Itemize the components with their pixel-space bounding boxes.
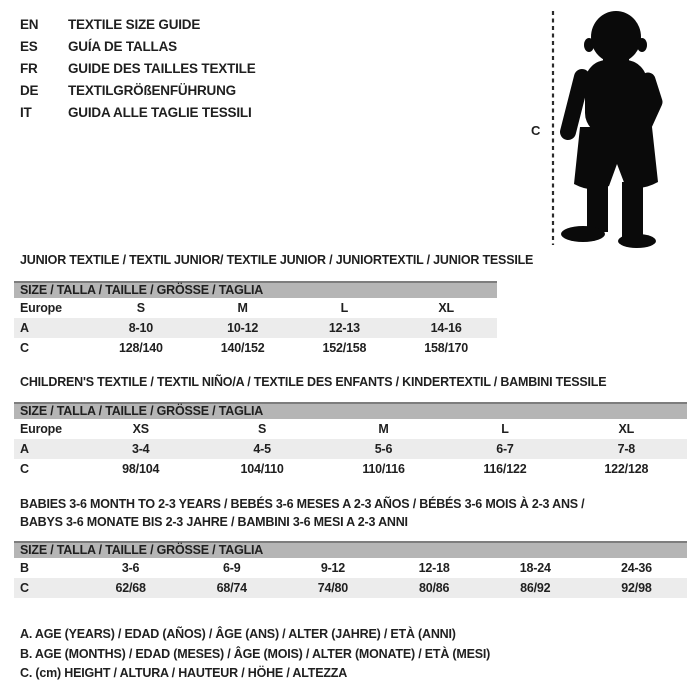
size-value-cell: S — [258, 422, 267, 436]
size-value-cell: 104/110 — [240, 462, 284, 476]
size-value-cell: 116/122 — [483, 462, 527, 476]
size-value-cell: 110/116 — [362, 462, 405, 476]
lang-code: EN — [20, 17, 39, 32]
size-value-cell: 14-16 — [430, 321, 462, 335]
table-row — [14, 439, 687, 459]
table-row — [14, 318, 497, 338]
table-row — [14, 578, 687, 598]
size-value-cell: 6-9 — [223, 561, 241, 575]
junior-size-table — [14, 281, 497, 358]
lang-row-fr — [20, 58, 256, 80]
lang-code: IT — [20, 105, 32, 120]
toddler-silhouette — [525, 2, 700, 248]
size-value-cell: XS — [132, 422, 149, 436]
size-value-cell: 6-7 — [496, 442, 514, 456]
size-value-cell: 128/140 — [118, 341, 163, 355]
lang-row-en — [20, 14, 256, 36]
table-row — [14, 558, 687, 578]
table-row — [14, 338, 497, 358]
size-value-cell: M — [378, 422, 389, 436]
table-row — [14, 419, 687, 439]
size-value-cell: 152/158 — [322, 341, 367, 355]
size-value-cell: 12-13 — [328, 321, 360, 335]
footnote-c: C. (cm) HEIGHT / ALTURA / HAUTEUR / HÖHE / ALTEZZA — [20, 666, 348, 680]
lang-row-es — [20, 36, 256, 58]
lang-title: TEXTILE SIZE GUIDE — [68, 17, 201, 32]
babies-section-title-line1: BABIES 3-6 MONTH TO 2-3 YEARS / BEBÉS 3-6 MESES A 2-3 AÑOS / BÉBÉS 3-6 MOIS À 2-3 ANS / — [20, 497, 585, 511]
babies-size-table — [14, 541, 687, 598]
size-table-header: SIZE / TALLA / TAILLE / GRÖSSE / TAGLIA — [14, 541, 687, 558]
size-value-cell: 9-12 — [320, 561, 346, 575]
size-value-cell: 7-8 — [617, 442, 636, 456]
size-value-cell: S — [136, 301, 145, 315]
row-label: C — [20, 581, 29, 595]
size-value-cell: 3-4 — [131, 442, 150, 456]
size-value-cell: 8-10 — [128, 321, 153, 335]
lang-title: GUIDE DES TAILLES TEXTILE — [68, 61, 256, 76]
size-value-cell: 10-12 — [227, 321, 259, 335]
row-label: Europe — [20, 422, 62, 436]
size-value-cell: XL — [438, 301, 454, 315]
lang-code: DE — [20, 83, 39, 98]
language-list — [20, 14, 256, 124]
size-value-cell: 3-6 — [121, 561, 140, 575]
size-value-cell: 68/74 — [216, 581, 247, 595]
size-value-cell: 74/80 — [317, 581, 349, 595]
height-measure-label: C — [531, 123, 541, 138]
babies-section-title-line2: BABYS 3-6 MONATE BIS 2-3 JAHRE / BAMBINI 3-6 MESI A 2-3 ANNI — [20, 515, 408, 529]
size-value-cell: 4-5 — [253, 442, 271, 456]
lang-title: GUIDA ALLE TAGLIE TESSILI — [68, 105, 252, 120]
size-value-cell: 62/68 — [115, 581, 146, 595]
row-label: Europe — [20, 301, 62, 315]
size-value-cell: 5-6 — [374, 442, 393, 456]
lang-title: TEXTILGRÖßENFÜHRUNG — [68, 83, 236, 98]
row-label: C — [20, 462, 29, 476]
size-value-cell: 12-18 — [418, 561, 450, 575]
children-size-table — [14, 402, 687, 479]
size-value-cell: XL — [618, 422, 635, 436]
size-value-cell: 158/170 — [424, 341, 469, 355]
lang-code: FR — [20, 61, 38, 76]
size-table-header: SIZE / TALLA / TAILLE / GRÖSSE / TAGLIA — [14, 402, 687, 419]
row-label: B — [20, 561, 29, 575]
toddler-silhouette-body — [561, 11, 658, 248]
size-value-cell: 86/92 — [520, 581, 551, 595]
row-label: C — [20, 341, 29, 355]
size-value-cell: M — [237, 301, 248, 315]
row-label: A — [20, 442, 29, 456]
lang-row-it — [20, 102, 256, 124]
size-value-cell: L — [501, 422, 509, 436]
size-table-header: SIZE / TALLA / TAILLE / GRÖSSE / TAGLIA — [14, 281, 497, 298]
size-value-cell: L — [340, 301, 349, 315]
size-value-cell: 92/98 — [621, 581, 652, 595]
size-value-cell: 98/104 — [122, 462, 160, 476]
size-value-cell: 18-24 — [519, 561, 551, 575]
lang-row-de — [20, 80, 256, 102]
size-value-cell: 122/128 — [604, 462, 649, 476]
table-row — [14, 459, 687, 479]
size-value-cell: 80/86 — [418, 581, 450, 595]
row-label: A — [20, 321, 29, 335]
table-row — [14, 298, 497, 318]
size-value-cell: 24-36 — [620, 561, 652, 575]
lang-title: GUÍA DE TALLAS — [68, 39, 177, 54]
lang-code: ES — [20, 39, 38, 54]
footnote-a: A. AGE (YEARS) / EDAD (AÑOS) / ÂGE (ANS) / ALTER (JAHRE) / ETÀ (ANNI) — [20, 627, 456, 641]
footnotes — [20, 625, 490, 684]
size-value-cell: 140/152 — [220, 341, 265, 355]
footnote-b: B. AGE (MONTHS) / EDAD (MESES) / ÂGE (MOIS) / ALTER (MONATE) / ETÀ (MESI) — [20, 646, 491, 661]
junior-section-title: JUNIOR TEXTILE / TEXTIL JUNIOR/ TEXTILE JUNIOR / JUNIORTEXTIL / JUNIOR TESSILE — [20, 253, 534, 267]
children-section-title: CHILDREN'S TEXTILE / TEXTIL NIÑO/A / TEXTILE DES ENFANTS / KINDERTEXTIL / BAMBINI TESSILE — [20, 375, 607, 389]
